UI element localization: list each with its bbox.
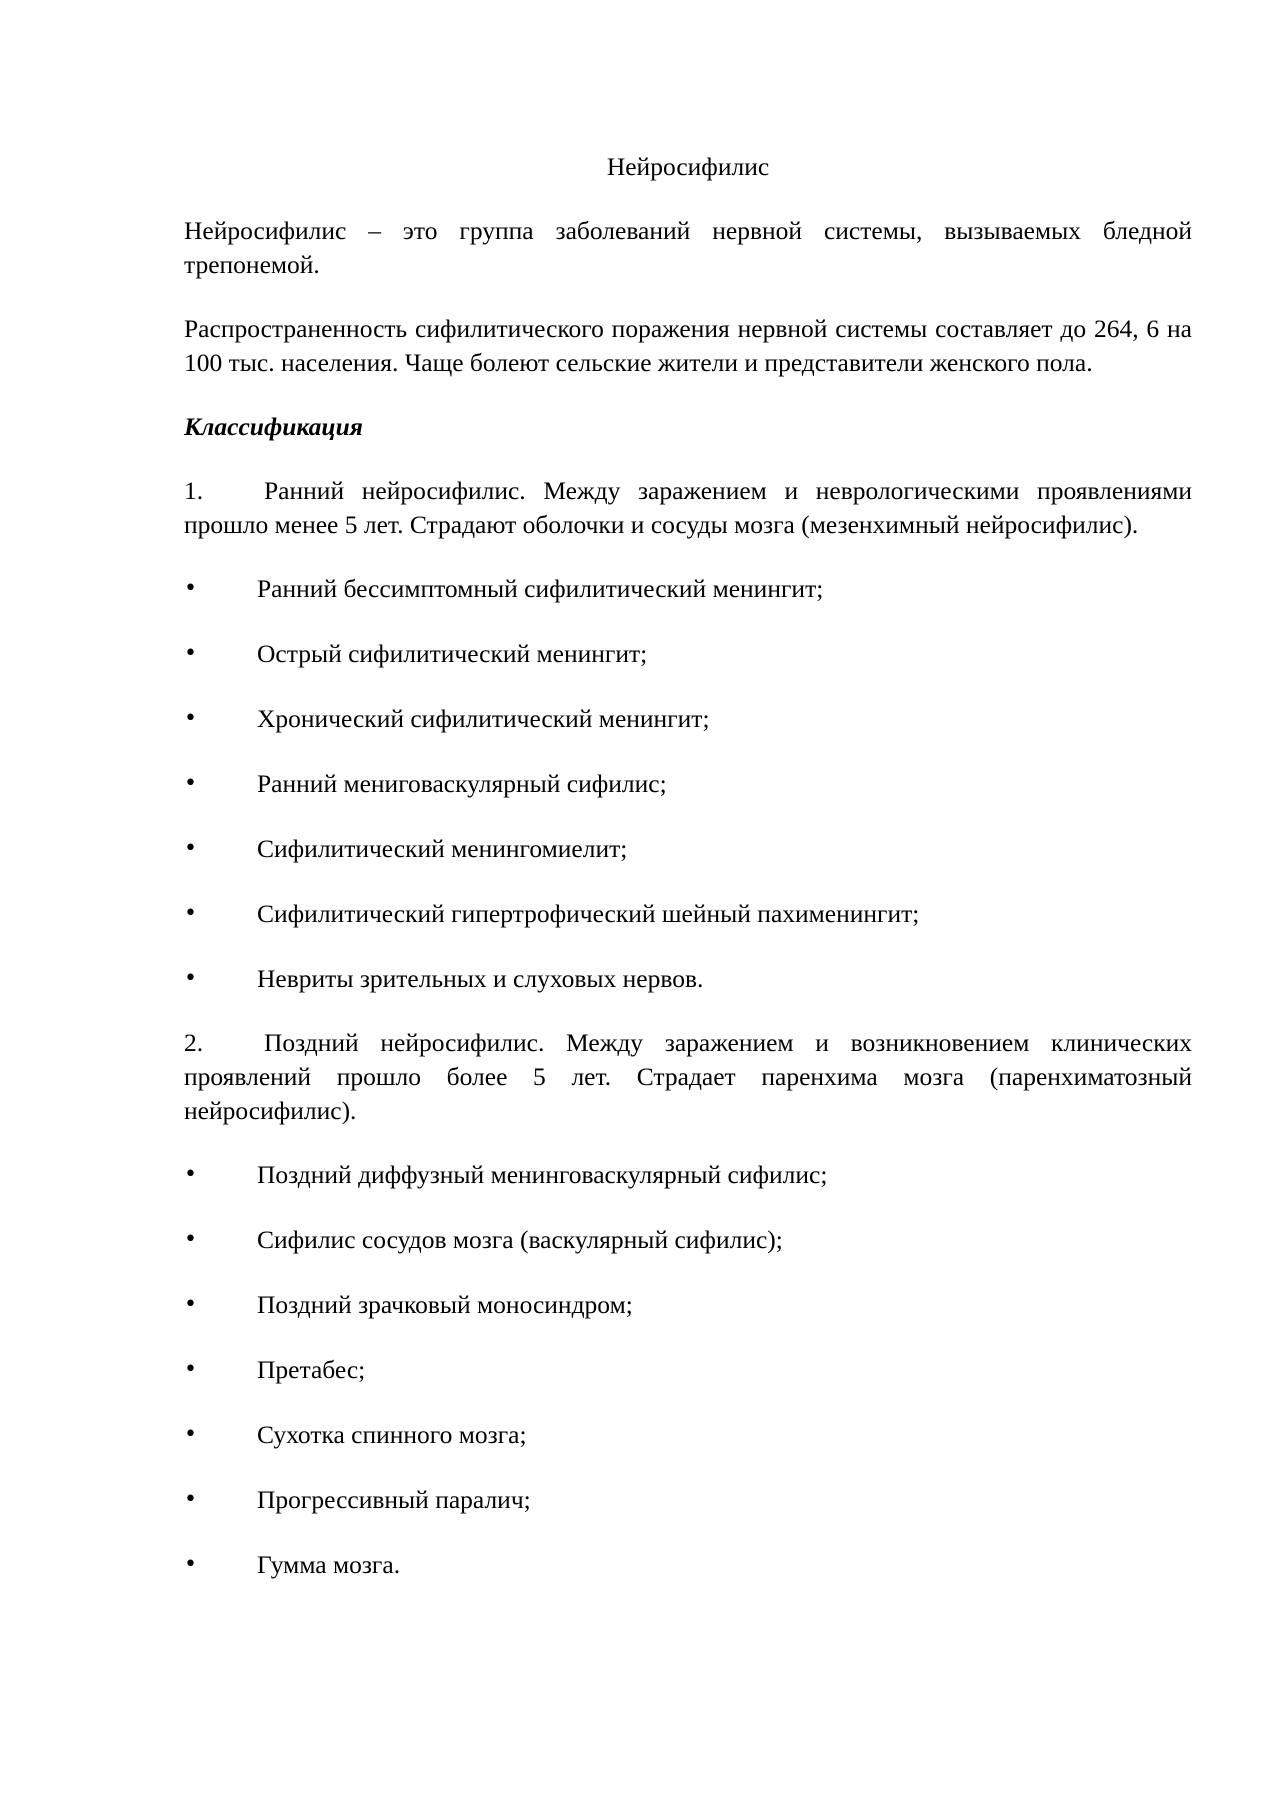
- list-item-text: Сифилис сосудов мозга (васкулярный сифилис);: [257, 1225, 783, 1254]
- bullet-icon: •: [184, 576, 197, 601]
- bullet-icon: •: [184, 1292, 197, 1317]
- list-item-text: Сухотка спинного мозга;: [257, 1420, 527, 1449]
- bullet-icon: •: [184, 1552, 197, 1577]
- bullet-icon: •: [184, 901, 197, 926]
- intro-paragraph-prevalence: Распространенность сифилитического поражения нервной системы составляет до 264, 6 на 100 тыс. населения. Чаще болеют сельские жители и представители женского пола.: [184, 314, 1192, 377]
- list-item: [184, 1483, 1192, 1517]
- list-item-text: Поздний зрачковый моносиндром;: [257, 1290, 633, 1319]
- group-description: Ранний нейросифилис. Между заражением и неврологическими проявлениями прошло менее 5 лет. Страдают оболочки и сосуды мозга (мезенхимный нейросифилис).: [184, 476, 1192, 539]
- list-item-text: Хронический сифилитический менингит;: [257, 704, 710, 733]
- list-item-text: Сифилитический менингомиелит;: [257, 834, 628, 863]
- list-item: [184, 832, 1192, 866]
- list-item: [184, 897, 1192, 931]
- bullet-icon: •: [184, 1357, 197, 1382]
- group-description: Поздний нейросифилис. Между заражением и возникновением клинических проявлений прошло более 5 лет. Страдает паренхима мозга (паренхиматозный нейросифилис).: [184, 1028, 1192, 1125]
- list-item: [184, 1548, 1192, 1582]
- early-neurosyphilis-list: [184, 572, 1192, 996]
- list-item-text: Прогрессивный паралич;: [257, 1485, 531, 1514]
- bullet-icon: •: [184, 1422, 197, 1447]
- bullet-icon: •: [184, 641, 197, 666]
- list-item-text: Ранний бессимптомный сифилитический менингит;: [257, 574, 824, 603]
- list-item: [184, 637, 1192, 671]
- group-number: 1.: [184, 476, 204, 505]
- document-title: Нейросифилис: [606, 152, 770, 181]
- list-item-text: Острый сифилитический менингит;: [257, 639, 648, 668]
- list-item: [184, 572, 1192, 606]
- bullet-icon: •: [184, 1227, 197, 1252]
- bullet-icon: •: [184, 1487, 197, 1512]
- group-number: 2.: [184, 1028, 204, 1057]
- list-item: [184, 1288, 1192, 1322]
- list-item: [184, 767, 1192, 801]
- list-item: [184, 702, 1192, 736]
- classification-heading: Классификация: [184, 412, 363, 441]
- bullet-icon: •: [184, 1162, 197, 1187]
- list-item-text: Претабес;: [257, 1355, 366, 1384]
- list-item: [184, 1353, 1192, 1387]
- list-item-text: Сифилитический гипертрофический шейный пахименингит;: [257, 899, 920, 928]
- list-item-text: Невриты зрительных и слуховых нервов.: [257, 964, 704, 993]
- list-item-text: Гумма мозга.: [257, 1550, 401, 1579]
- list-item-text: Поздний диффузный менинговаскулярный сифилис;: [257, 1160, 828, 1189]
- bullet-icon: •: [184, 966, 197, 991]
- group-early-neurosyphilis: [184, 474, 1192, 542]
- bullet-icon: •: [184, 771, 197, 796]
- intro-paragraph-definition: Нейросифилис – это группа заболеваний нервной системы, вызываемых бледной трепонемой.: [184, 216, 1192, 279]
- document-page: [184, 150, 1192, 1582]
- group-late-neurosyphilis: [184, 1026, 1192, 1128]
- bullet-icon: •: [184, 836, 197, 861]
- bullet-icon: •: [184, 706, 197, 731]
- late-neurosyphilis-list: [184, 1158, 1192, 1582]
- list-item: [184, 962, 1192, 996]
- list-item: [184, 1223, 1192, 1257]
- list-item-text: Ранний мениговаскулярный сифилис;: [257, 769, 667, 798]
- list-item: [184, 1158, 1192, 1192]
- list-item: [184, 1418, 1192, 1452]
